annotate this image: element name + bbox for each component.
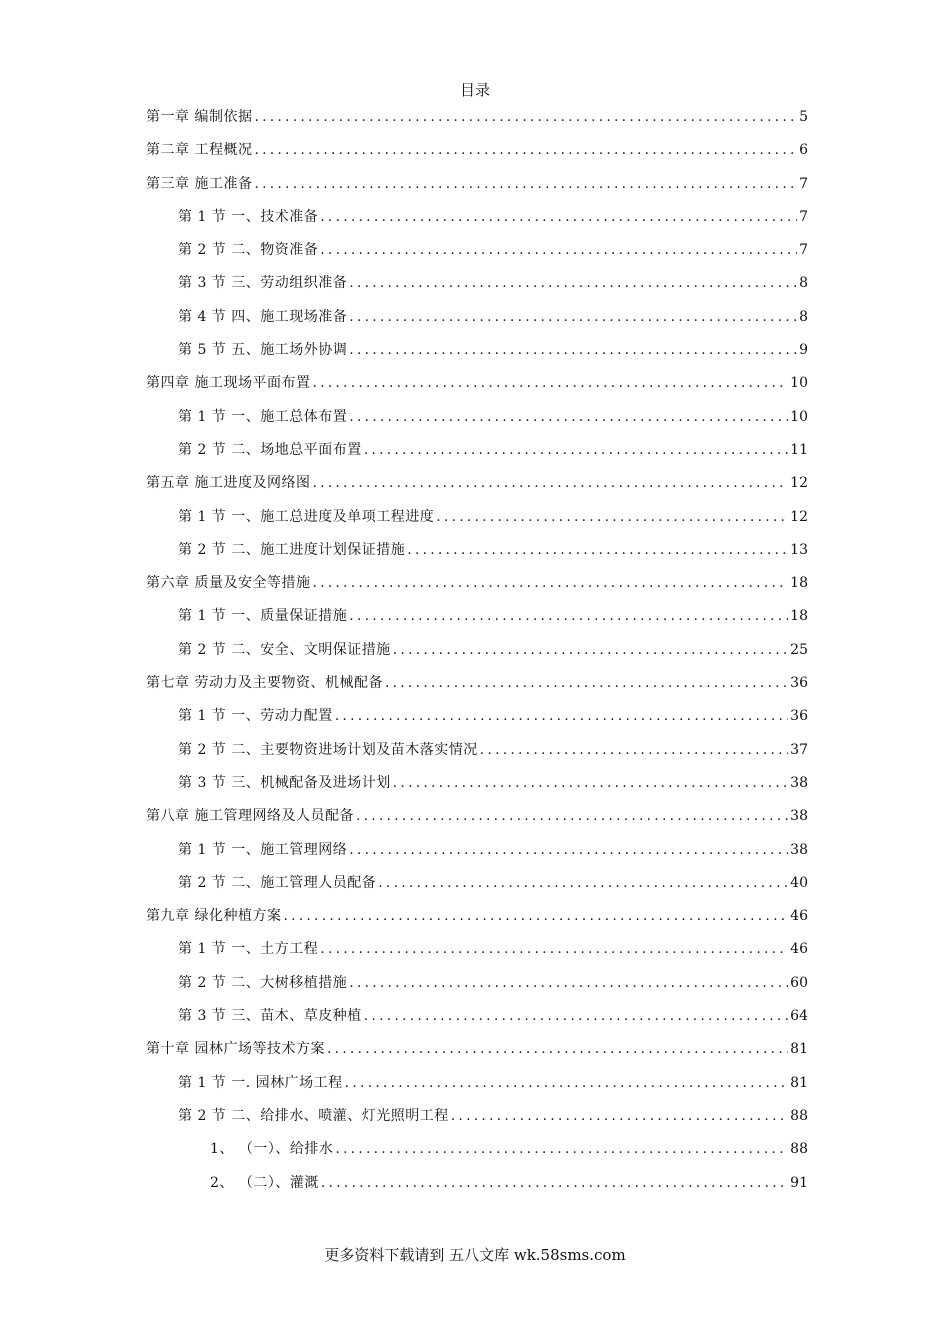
toc-page-number: 38 bbox=[790, 841, 808, 858]
toc-leader-dots bbox=[254, 137, 797, 163]
toc-leader-dots bbox=[320, 204, 797, 230]
toc-leader-dots bbox=[393, 770, 788, 796]
toc-section-entry[interactable] bbox=[146, 637, 808, 670]
toc-page-number: 40 bbox=[790, 874, 808, 891]
toc-chapter-entry[interactable] bbox=[146, 903, 808, 936]
toc-leader-dots bbox=[349, 404, 788, 430]
toc-entry-label: 第 1 节 一、劳动力配置 bbox=[178, 708, 333, 725]
toc-leader-dots bbox=[393, 637, 788, 663]
toc-page-number: 37 bbox=[790, 741, 808, 758]
toc-chapter-entry[interactable] bbox=[146, 370, 808, 403]
toc-chapter-entry[interactable] bbox=[146, 570, 808, 603]
toc-entry-label: 第 2 节 二、主要物资进场计划及苗木落实情况 bbox=[178, 741, 478, 758]
toc-leader-dots bbox=[283, 903, 788, 929]
toc-page-number: 81 bbox=[790, 1074, 808, 1091]
toc-page-number: 81 bbox=[790, 1041, 808, 1058]
toc-leader-dots bbox=[312, 370, 788, 396]
toc-entry-label: 第八章 施工管理网络及人员配备 bbox=[146, 808, 354, 825]
toc-entry-label: 第 1 节 一. 园林广场工程 bbox=[178, 1074, 343, 1091]
toc-section-entry[interactable] bbox=[146, 304, 808, 337]
toc-entry-label: 第 1 节 一、质量保证措施 bbox=[178, 608, 348, 625]
toc-section-entry[interactable] bbox=[146, 936, 808, 969]
toc-page-number: 46 bbox=[790, 941, 808, 958]
toc-leader-dots bbox=[321, 1170, 788, 1196]
toc-page-number: 8 bbox=[799, 275, 808, 292]
toc-page-number: 88 bbox=[790, 1107, 808, 1124]
toc-section-entry[interactable] bbox=[146, 1003, 808, 1036]
toc-section-entry[interactable] bbox=[146, 270, 808, 303]
toc-leader-dots bbox=[320, 237, 797, 263]
toc-section-entry[interactable] bbox=[146, 703, 808, 736]
toc-entry-label: 第 2 节 二、施工进度计划保证措施 bbox=[178, 541, 406, 558]
toc-entry-label: 第六章 质量及安全等措施 bbox=[146, 575, 311, 592]
toc-page-number: 5 bbox=[799, 109, 808, 125]
toc-section-entry[interactable] bbox=[146, 603, 808, 636]
toc-page-number: 36 bbox=[790, 675, 808, 692]
toc-page-number: 64 bbox=[790, 1008, 808, 1025]
toc-page-number: 36 bbox=[790, 708, 808, 725]
toc-chapter-entry[interactable] bbox=[146, 104, 808, 137]
toc-entry-label: 第 1 节 一、施工管理网络 bbox=[178, 841, 348, 858]
toc-section-entry[interactable] bbox=[146, 337, 808, 370]
toc-entry-label: 第 2 节 二、大树移植措施 bbox=[178, 974, 348, 991]
toc-chapter-entry[interactable] bbox=[146, 470, 808, 503]
toc-entry-label: 第 3 节 三、苗木、草皮种植 bbox=[178, 1008, 362, 1025]
toc-entry-label: 第四章 施工现场平面布置 bbox=[146, 375, 311, 392]
toc-section-entry[interactable] bbox=[146, 204, 808, 237]
toc-section-entry[interactable] bbox=[146, 504, 808, 537]
toc-leader-dots bbox=[312, 470, 788, 496]
toc-entry-label: 第 5 节 五、施工场外协调 bbox=[178, 342, 348, 359]
toc-page-number: 18 bbox=[790, 575, 808, 592]
toc-section-entry[interactable] bbox=[146, 837, 808, 870]
toc-entry-label: 第 1 节 一、技术准备 bbox=[178, 208, 319, 225]
toc-page-number: 10 bbox=[790, 408, 808, 425]
toc-section-entry[interactable] bbox=[146, 404, 808, 437]
page-title: 目录 bbox=[459, 81, 490, 99]
toc-entry-label: 第 1 节 一、施工总体布置 bbox=[178, 408, 348, 425]
toc-entry-label: 第 1 节 一、土方工程 bbox=[178, 941, 319, 958]
toc-section-entry[interactable] bbox=[146, 1103, 808, 1136]
toc-section-entry[interactable] bbox=[146, 237, 808, 270]
toc-chapter-entry[interactable] bbox=[146, 803, 808, 836]
toc-entry-label: 第七章 劳动力及主要物资、机械配备 bbox=[146, 675, 383, 692]
toc-leader-dots bbox=[320, 936, 788, 962]
toc-leader-dots bbox=[356, 803, 788, 829]
toc-entry-label: 第 2 节 二、给排水、喷灌、灯光照明工程 bbox=[178, 1107, 449, 1124]
toc-subsection-entry[interactable] bbox=[146, 1170, 808, 1203]
toc-entry-label: 第 4 节 四、施工现场准备 bbox=[178, 308, 348, 325]
toc-page-number: 7 bbox=[799, 208, 808, 225]
toc-section-entry[interactable] bbox=[146, 870, 808, 903]
toc-leader-dots bbox=[364, 437, 788, 463]
toc-leader-dots bbox=[335, 703, 788, 729]
toc-leader-dots bbox=[349, 603, 788, 629]
toc-leader-dots bbox=[335, 1136, 788, 1162]
toc-leader-dots bbox=[254, 171, 797, 197]
toc-page-number: 7 bbox=[799, 175, 808, 192]
toc-page-number: 60 bbox=[790, 974, 808, 991]
toc-entry-label: 第五章 施工进度及网络图 bbox=[146, 475, 311, 492]
toc-chapter-entry[interactable] bbox=[146, 137, 808, 170]
toc-leader-dots bbox=[349, 270, 797, 296]
toc-chapter-entry[interactable] bbox=[146, 1036, 808, 1069]
toc-leader-dots bbox=[349, 970, 788, 996]
toc-leader-dots bbox=[451, 1103, 788, 1129]
toc-entry-label: 第一章 编制依据 bbox=[146, 109, 253, 125]
toc-leader-dots bbox=[345, 1070, 789, 1096]
toc-page-number: 13 bbox=[790, 541, 808, 558]
toc-entry-label: 1、 （一）、给排水 bbox=[210, 1141, 334, 1158]
toc-leader-dots bbox=[385, 670, 788, 696]
toc-leader-dots bbox=[480, 737, 788, 763]
toc-leader-dots bbox=[436, 504, 788, 530]
toc-page-number: 8 bbox=[799, 308, 808, 325]
toc-entry-label: 第 2 节 二、场地总平面布置 bbox=[178, 441, 362, 458]
toc-entry-label: 第十章 园林广场等技术方案 bbox=[146, 1041, 325, 1058]
toc-page-number: 46 bbox=[790, 908, 808, 925]
table-of-contents bbox=[146, 104, 808, 1203]
toc-leader-dots bbox=[327, 1036, 788, 1062]
toc-section-entry[interactable] bbox=[146, 1070, 808, 1103]
toc-subsection-entry[interactable] bbox=[146, 1136, 808, 1169]
toc-page-number: 12 bbox=[790, 508, 808, 525]
toc-leader-dots bbox=[349, 837, 788, 863]
toc-entry-label: 第 2 节 二、安全、文明保证措施 bbox=[178, 641, 391, 658]
toc-page-number: 25 bbox=[790, 641, 808, 658]
toc-page-number: 91 bbox=[790, 1174, 808, 1191]
toc-page-number: 9 bbox=[799, 342, 808, 359]
toc-entry-label: 2、 （二）、灌溉 bbox=[210, 1174, 319, 1191]
toc-section-entry[interactable] bbox=[146, 437, 808, 470]
toc-chapter-entry[interactable] bbox=[146, 171, 808, 204]
toc-leader-dots bbox=[364, 1003, 788, 1029]
toc-section-entry[interactable] bbox=[146, 537, 808, 570]
toc-page-number: 7 bbox=[799, 242, 808, 259]
toc-page-number: 38 bbox=[790, 774, 808, 791]
toc-page-number: 12 bbox=[790, 475, 808, 492]
toc-leader-dots bbox=[312, 570, 788, 596]
toc-entry-label: 第 3 节 三、劳动组织准备 bbox=[178, 275, 348, 292]
toc-leader-dots bbox=[407, 537, 788, 563]
toc-section-entry[interactable] bbox=[146, 970, 808, 1003]
toc-entry-label: 第九章 绿化种植方案 bbox=[146, 908, 282, 925]
toc-entry-label: 第三章 施工准备 bbox=[146, 175, 253, 192]
toc-page-number: 18 bbox=[790, 608, 808, 625]
toc-leader-dots bbox=[254, 104, 797, 130]
toc-entry-label: 第 1 节 一、施工总进度及单项工程进度 bbox=[178, 508, 435, 525]
toc-leader-dots bbox=[349, 337, 797, 363]
toc-section-entry[interactable] bbox=[146, 770, 808, 803]
footer-text: 更多资料下载请到 五八文库 wk.58sms.com bbox=[324, 1246, 626, 1264]
toc-entry-label: 第二章 工程概况 bbox=[146, 142, 253, 159]
toc-entry-label: 第 2 节 二、物资准备 bbox=[178, 242, 319, 259]
toc-page-number: 38 bbox=[790, 808, 808, 825]
toc-section-entry[interactable] bbox=[146, 737, 808, 770]
toc-page-number: 10 bbox=[790, 375, 808, 392]
toc-page-number: 6 bbox=[799, 142, 808, 159]
toc-page-number: 88 bbox=[790, 1141, 808, 1158]
toc-chapter-entry[interactable] bbox=[146, 670, 808, 703]
toc-entry-label: 第 3 节 三、机械配备及进场计划 bbox=[178, 774, 391, 791]
toc-leader-dots bbox=[349, 304, 797, 330]
toc-leader-dots bbox=[378, 870, 788, 896]
toc-entry-label: 第 2 节 二、施工管理人员配备 bbox=[178, 874, 377, 891]
toc-page-number: 11 bbox=[790, 441, 808, 458]
